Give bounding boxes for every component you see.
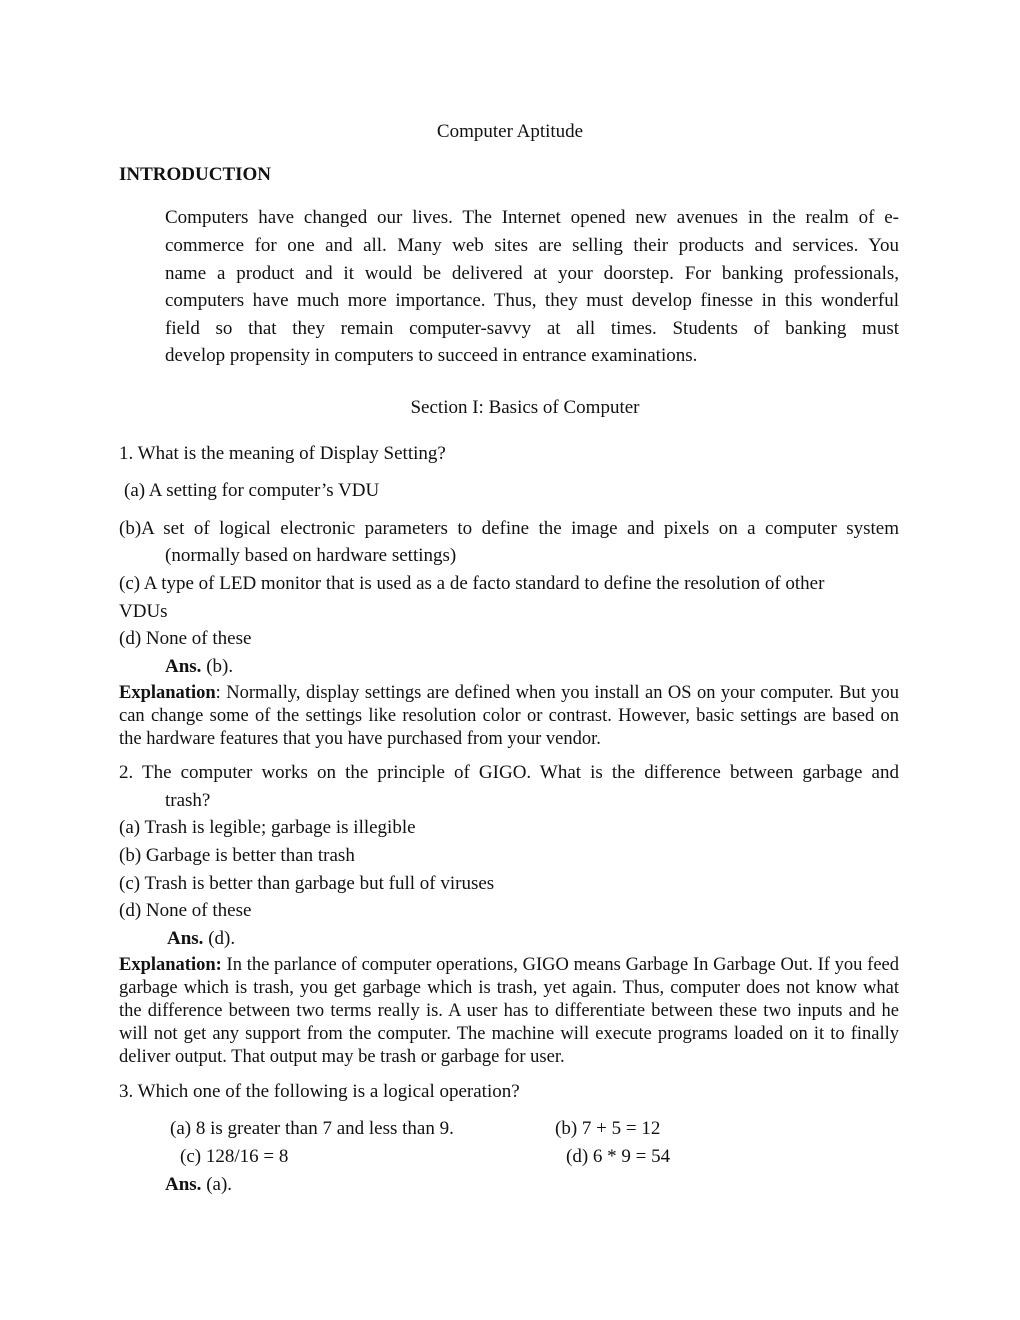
q3-option-b: (b) 7 + 5 = 12	[555, 1118, 661, 1139]
q3-question: 3. Which one of the following is a logical operation?	[119, 1081, 520, 1102]
ans-label: Ans.	[165, 1174, 202, 1195]
q2-answer	[167, 927, 235, 951]
q2-question-cont: trash?	[165, 790, 211, 811]
q1-option-c: (c) A type of LED monitor that is used as a de facto standard to define the resolution of other	[119, 573, 825, 594]
q1-answer-value: (b).	[206, 656, 234, 677]
q1-option-a: (a) A setting for computer’s VDU	[124, 480, 380, 501]
q3-answer	[165, 1173, 232, 1197]
ans-label: Ans.	[165, 656, 202, 677]
intro-line: name a product and it would be delivered at your doorstep. For banking professionals,	[165, 263, 899, 284]
q1-answer	[165, 655, 233, 679]
document-title: Computer Aptitude	[436, 121, 584, 142]
q2-answer-value: (d).	[208, 928, 236, 949]
q2-option-c: (c) Trash is better than garbage but full of viruses	[119, 873, 495, 894]
intro-line: commerce for one and all. Many web sites are selling their products and services. You	[165, 235, 899, 256]
q2-explanation	[119, 954, 899, 1069]
q3-option-a: (a) 8 is greater than 7 and less than 9.	[170, 1118, 454, 1139]
q1-explanation-text: : Normally, display settings are defined when you install an OS on your computer. But you can change some of the settings like resolution color or contrast. However, basic settings are based on the hardware features that you have purchased from your vendor.	[119, 683, 899, 749]
q1-explanation	[119, 682, 899, 751]
q1-question: 1. What is the meaning of Display Setting?	[119, 443, 446, 464]
intro-heading: INTRODUCTION	[119, 164, 272, 185]
intro-line: Computers have changed our lives. The Internet opened new avenues in the realm of e-	[165, 207, 899, 228]
q1-option-b: (b)A set of logical electronic parameters to define the image and pixels on a computer system	[119, 518, 899, 539]
intro-line: computers have much more importance. Thus, they must develop finesse in this wonderful	[165, 290, 899, 311]
intro-line: develop propensity in computers to succeed in entrance examinations.	[165, 345, 698, 366]
q3-answer-value: (a).	[206, 1174, 233, 1195]
q3-option-d: (d) 6 * 9 = 54	[566, 1146, 671, 1167]
explanation-label: Explanation	[119, 683, 216, 703]
ans-label: Ans.	[167, 928, 204, 949]
intro-line: field so that they remain computer-savvy at all times. Students of banking must	[165, 318, 899, 339]
q2-question: 2. The computer works on the principle of GIGO. What is the difference between garbage and	[119, 762, 899, 783]
q1-option-b-cont: (normally based on hardware settings)	[165, 545, 457, 566]
explanation-label: Explanation:	[119, 955, 222, 975]
q2-option-b: (b) Garbage is better than trash	[119, 845, 355, 866]
section-title: Section I: Basics of Computer	[410, 397, 640, 418]
q2-option-a: (a) Trash is legible; garbage is illegible	[119, 817, 416, 838]
q1-option-d: (d) None of these	[119, 628, 252, 649]
q2-option-d: (d) None of these	[119, 900, 252, 921]
q2-explanation-text: In the parlance of computer operations, GIGO means Garbage In Garbage Out. If you feed garbage which is trash, you get garbage which is trash, yet again. Thus, computer does not know what the difference between two terms really is. A user has to differentiate between these two inputs and he will not get any support from the computer. The machine will execute programs loaded on it to finally deliver output. That output may be trash or garbage for user.	[119, 955, 899, 1067]
q1-option-c-cont: VDUs	[119, 601, 168, 622]
q3-option-c: (c) 128/16 = 8	[180, 1146, 289, 1167]
